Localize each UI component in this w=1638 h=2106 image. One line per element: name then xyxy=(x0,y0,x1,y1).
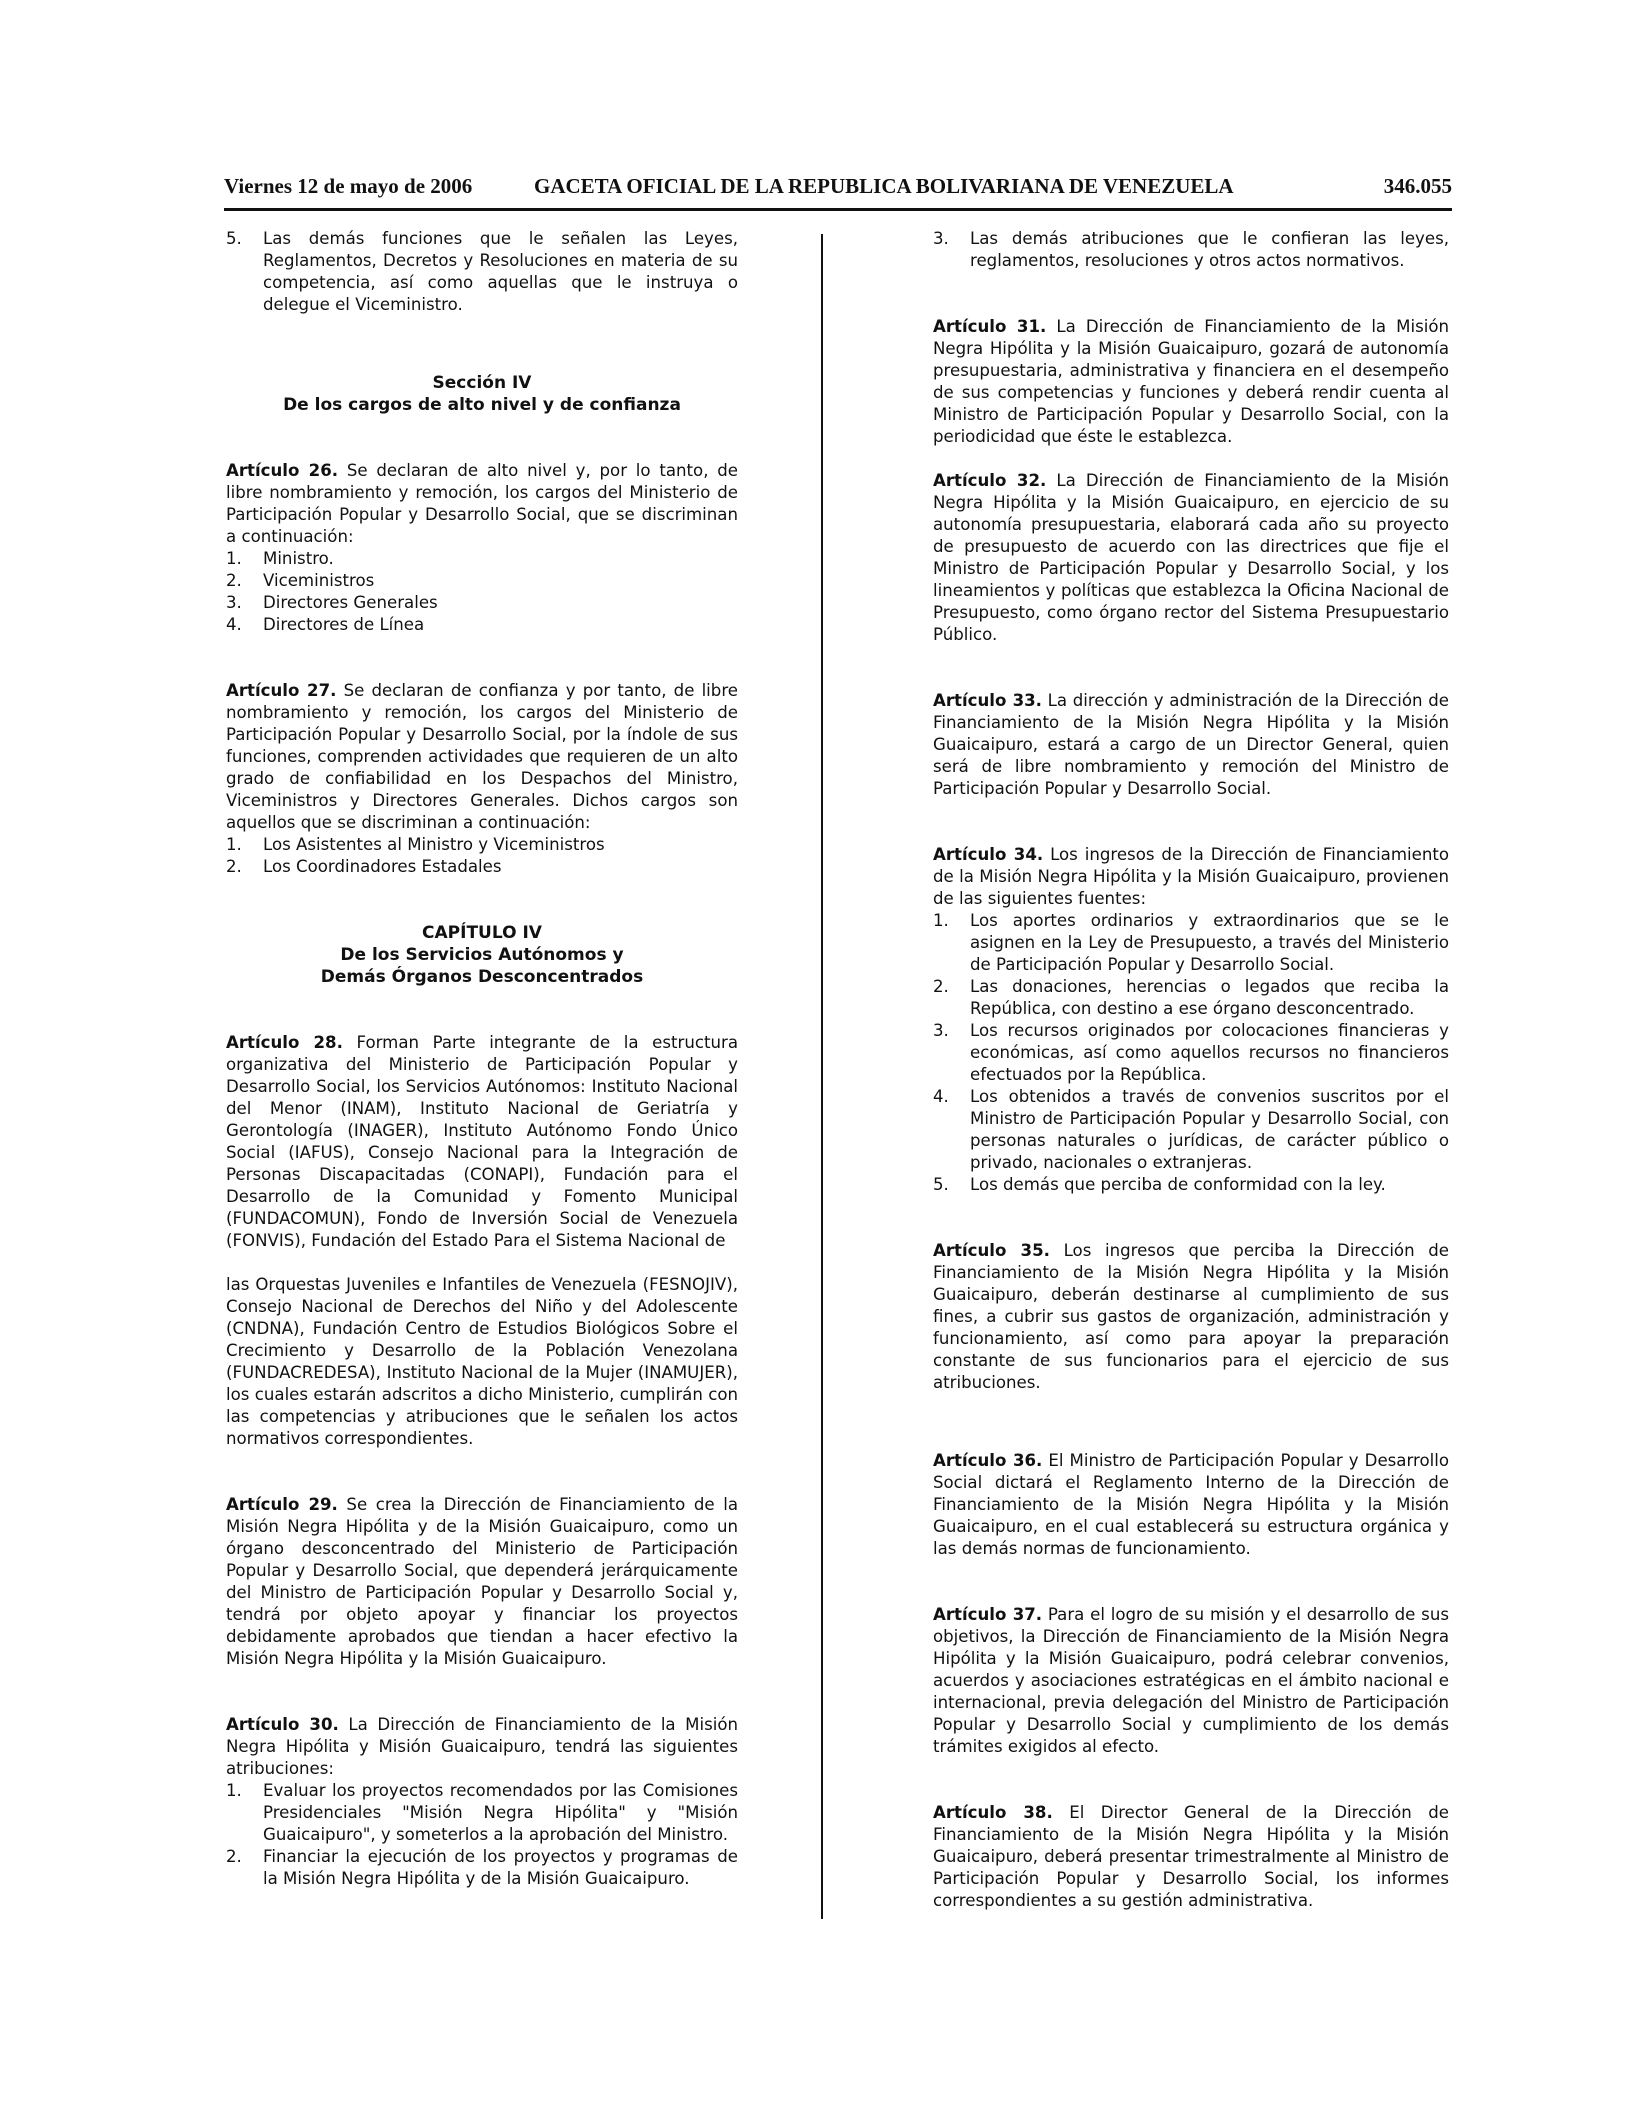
article-38: Artículo 38. El Director General de la Dirección de Financiamiento de la Misión Negra Hipólita y la Misión Guaicaipuro, deberá presentar trimestralmente al Ministro de Participación Popular y Desarrollo Social, los informes correspondientes a su gestión administrativa. xyxy=(933,1803,1449,1910)
right-column xyxy=(933,228,1449,1912)
list-item: 2. Los Coordinadores Estadales xyxy=(226,857,502,876)
page-header xyxy=(224,174,1452,204)
article-33: Artículo 33. La dirección y administración de la Dirección de Financiamiento de la Misión Negra Hipólita y la Misión Guaicaipuro, estará a cargo de un Director General, quien será de libre nombramiento y remoción del Ministro de Participación Popular y Desarrollo Social. xyxy=(933,691,1449,798)
list-item: 3. Las demás atribuciones que le confieran las leyes, reglamentos, resoluciones y otros actos normativos. xyxy=(933,229,1449,270)
list-item: 5. Las demás funciones que le señalen las Leyes, Reglamentos, Decretos y Resoluciones en materia de su competencia, así como aquellas que le instruya o delegue el Viceministro. xyxy=(226,229,738,314)
page-number: 346.055 xyxy=(1383,174,1452,198)
list-item: 3. Directores Generales xyxy=(226,593,438,612)
list-item: 2. Viceministros xyxy=(226,571,375,590)
article-26-list xyxy=(226,548,738,636)
chapter-subtitle: De los Servicios Autónomos y xyxy=(340,945,624,965)
list-item: 4. Directores de Línea xyxy=(226,615,425,634)
list-item: 5. Los demás que perciba de conformidad con la ley. xyxy=(933,1175,1386,1194)
article-34-list xyxy=(933,910,1449,1196)
article-31: Artículo 31. La Dirección de Financiamiento de la Misión Negra Hipólita y la Misión Guaicaipuro, gozará de autonomía presupuestaria, administrativa y financiera en el desempeño de sus competencias y funciones y deberá rendir cuenta al Ministro de Participación Popular y Desarrollo Social, con la periodicidad que éste le establezca. xyxy=(933,317,1450,446)
article-32: Artículo 32. La Dirección de Financiamiento de la Misión Negra Hipólita y la Misión Guaicaipuro, en ejercicio de su autonomía presupuestaria, elaborará cada año su proyecto de presupuesto de acuerdo con las directrices que fije el Ministro de Participación Popular y Desarrollo Social, y los lineamientos y políticas que establezca la Oficina Nacional de Presupuesto, como órgano rector del Sistema Presupuestario Público. xyxy=(933,471,1450,644)
article-30: Artículo 30. La Dirección de Financiamiento de la Misión Negra Hipólita y Misión Guaicaipuro, tendrá las siguientes atribuciones: xyxy=(226,1715,739,1778)
article-27-list xyxy=(226,834,738,878)
article-30-list xyxy=(226,1780,738,1890)
list-item: 1. Los Asistentes al Ministro y Viceministros xyxy=(226,835,605,854)
gazette-title: GACETA OFICIAL DE LA REPUBLICA BOLIVARIANA DE VENEZUELA xyxy=(534,174,1234,198)
list-item: 1. Ministro. xyxy=(226,549,334,568)
article-35: Artículo 35. Los ingresos que perciba la Dirección de Financiamiento de la Misión Negra Hipólita y la Misión Guaicaipuro, deberán destinarse al cumplimiento de sus fines, a cubrir sus gastos de organización, administración y funcionamiento, así como para apoyar la preparación constante de sus funcionarios para el ejercicio de sus atribuciones. xyxy=(933,1241,1449,1392)
left-column xyxy=(226,228,738,1890)
article-28-continuation: las Orquestas Juveniles e Infantiles de Venezuela (FESNOJIV), Consejo Nacional de Derechos del Niño y del Adolescente (CNDNA), Fundación Centro de Estudios Biológicos Sobre el Crecimiento y Desarrollo de la Población Venezolana (FUNDACREDESA), Instituto Nacional de la Mujer (INAMUJER), los cuales estarán adscritos a dicho Ministerio, cumplirán con las competencias y atribuciones que le señalen los actos normativos correspondientes. xyxy=(226,1275,738,1448)
section-title: Sección IV xyxy=(432,373,532,393)
list-item: 1. Los aportes ordinarios y extraordinarios que se le asignen en la Ley de Presupuesto, a través del Ministerio de Participación Popular y Desarrollo Social. xyxy=(933,911,1449,974)
list-continuation xyxy=(933,228,1449,272)
list-continuation xyxy=(226,228,738,316)
article-27: Artículo 27. Se declaran de confianza y por tanto, de libre nombramiento y remoción, los cargos del Ministerio de Participación Popular y Desarrollo Social, por la índole de sus funciones, comprenden actividades que requieren de un alto grado de confiabilidad en los Despachos del Ministro, Viceministros y Directores Generales. Dichos cargos son aquellos que se discriminan a continuación: xyxy=(226,681,738,832)
list-item: 2. Las donaciones, herencias o legados que reciba la República, con destino a ese órgano desconcentrado. xyxy=(933,977,1449,1018)
chapter-subtitle: Demás Órganos Desconcentrados xyxy=(320,967,644,987)
article-36: Artículo 36. El Ministro de Participación Popular y Desarrollo Social dictará el Reglamento Interno de la Dirección de Financiamiento de la Misión Negra Hipólita y la Misión Guaicaipuro, en el cual establecerá su estructura orgánica y las demás normas de funcionamiento. xyxy=(933,1451,1449,1558)
article-26: Artículo 26. Se declaran de alto nivel y, por lo tanto, de libre nombramiento y remoción, los cargos del Ministerio de Participación Popular y Desarrollo Social, que se discriminan a continuación: xyxy=(226,461,738,546)
article-28: Artículo 28. Forman Parte integrante de la estructura organizativa del Ministerio de Participación Popular y Desarrollo Social, los Servicios Autónomos: Instituto Nacional del Menor (INAM), Instituto Nacional de Geriatría y Gerontología (INAGER), Instituto Autónomo Fondo Único Social (IAFUS), Consejo Nacional para la Integración de Personas Discapacitadas (CONAPI), Fundación para el Desarrollo de la Comunidad y Fomento Municipal (FUNDACOMUN), Fondo de Inversión Social de Venezuela (FONVIS), Fundación del Estado Para el Sistema Nacional de xyxy=(226,1033,738,1250)
column-divider xyxy=(821,234,823,1919)
list-item: 4. Los obtenidos a través de convenios suscritos por el Ministro de Participación Popular y Desarrollo Social, con personas naturales o jurídicas, de carácter público o privado, nacionales o extranjeras. xyxy=(933,1087,1449,1172)
list-item: 2. Financiar la ejecución de los proyectos y programas de la Misión Negra Hipólita y de la Misión Guaicaipuro. xyxy=(226,1847,738,1888)
section-subtitle: De los cargos de alto nivel y de confianza xyxy=(283,395,681,415)
article-34: Artículo 34. Los ingresos de la Dirección de Financiamiento de la Misión Negra Hipólita y la Misión Guaicaipuro, provienen de las siguientes fuentes: xyxy=(933,845,1450,908)
article-29: Artículo 29. Se crea la Dirección de Financiamiento de la Misión Negra Hipólita y de la Misión Guaicaipuro, como un órgano desconcentrado del Ministerio de Participación Popular y Desarrollo Social, que dependerá jerárquicamente del Ministro de Participación Popular y Desarrollo Social y, tendrá por objeto apoyar y financiar los proyectos debidamente aprobados que tiendan a hacer efectivo la Misión Negra Hipólita y la Misión Guaicaipuro. xyxy=(226,1495,738,1668)
list-item: 1. Evaluar los proyectos recomendados por las Comisiones Presidenciales "Misión Negra Hipólita" y "Misión Guaicaipuro", y someterlos a la aprobación del Ministro. xyxy=(226,1781,738,1844)
header-rule xyxy=(224,208,1452,211)
header-date: Viernes 12 de mayo de 2006 xyxy=(224,174,473,198)
list-item: 3. Los recursos originados por colocaciones financieras y económicas, así como aquellos recursos no financieros efectuados por la República. xyxy=(933,1021,1449,1084)
article-37: Artículo 37. Para el logro de su misión y el desarrollo de sus objetivos, la Dirección de Financiamiento de la Misión Negra Hipólita y la Misión Guaicaipuro, podrá celebrar convenios, acuerdos y asociaciones estratégicas en el ámbito nacional e internacional, previa delegación del Ministro de Participación Popular y Desarrollo Social y cumplimiento de los demás trámites exigidos al efecto. xyxy=(933,1605,1449,1756)
chapter-title: CAPÍTULO IV xyxy=(422,923,542,943)
